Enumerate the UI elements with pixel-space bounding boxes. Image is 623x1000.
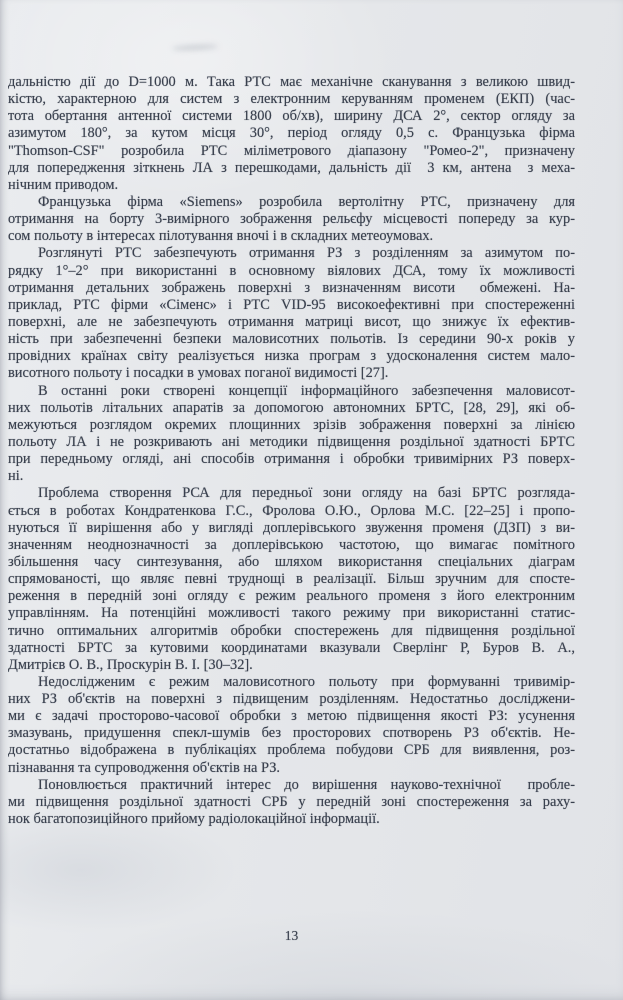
text-line: сом польоту в інтересах пілотування вночі і в складних метеоумовах.	[8, 228, 434, 245]
text-line: збільшення часу синтезування, або шляхом використання спеціальних діаграм	[8, 553, 575, 570]
text-line: ні.	[8, 468, 24, 485]
text-line: здатності БРТС за кутовими координатами вказували Сверлінг Р, Буров В. А.,	[8, 639, 575, 656]
text-line: Розглянуті РТС забезпечують отримання РЗ з розділенням за азимутом по-	[38, 245, 575, 262]
text-line: тично оптимальних алгоритмів обробки спостережень для підвищення роздільної	[8, 622, 575, 639]
text-line: кістю, характерною для систем з електронним керуванням променем (ЕКП) (час-	[8, 91, 575, 108]
text-line: Французька фірма «Siemens» розробила вертолітну РТС, призначену для	[38, 193, 575, 210]
text-line: спрямованості, що являє певні труднощі в реалізації. Більш зручним для спосте-	[8, 571, 575, 588]
text-line: реження в передній зоні огляду є режим реального променя з його електронним	[8, 588, 575, 605]
text-line: рядку 1°–2° при використанні в основному віялових ДСА, тому їх можливості	[8, 262, 575, 279]
text-line: достатньо відображена в публікаціях проблема побудови СРБ для виявлення, роз-	[8, 742, 575, 759]
text-block	[8, 74, 575, 828]
text-line: межуються розглядом окремих площинних зрізів зображення поверхні за лінією	[8, 416, 575, 433]
text-line: значенням неоднозначності за доплерівською частотою, що вимагає помітного	[8, 536, 575, 553]
text-line: висотного польоту і посадки в умовах поганої видимості [27].	[8, 365, 389, 382]
text-line: нок багатопозиційного прийому радіолокаційної інформації.	[8, 811, 380, 828]
text-line: Недослідженим є режим маловисотного польоту при формуванні тривимір-	[38, 673, 575, 690]
text-line: приклад, РТС фірми «Сіменс» і РТС VID-95 високоефективні при спостереженні	[8, 296, 575, 313]
text-line: ється в роботах Кондратенкова Г.С., Фролова О.Ю., Орлова М.С. [22–25] і пропо-	[8, 502, 575, 519]
text-line: при передньому огляді, ані способів отримання і обробки тривимірних РЗ поверх-	[8, 451, 575, 468]
text-line: Поновлюється практичний інтерес до вирішення науково-технічної пробле-	[38, 776, 575, 793]
text-line: польоту ЛА і не розкривають ані методики підвищення роздільної здатності БРТС	[8, 433, 575, 450]
text-line: нуються її вирішення або у вигляді доплерівського звуження променя (ДЗП) з ви-	[8, 519, 575, 536]
text-line: отримання на борту 3-вимірного зображення рельєфу місцевості попереду за кур-	[8, 211, 575, 228]
text-line: В останні роки створені концепції інформаційного забезпечення маловисот-	[38, 382, 575, 399]
text-line: отримання детальних зображень поверхні з визначенням висоти обмежені. На-	[8, 279, 575, 296]
text-line: змазувань, придушення спекл-шумів без просторових спотворень РЗ об'єктів. Не-	[8, 725, 575, 742]
text-line: ність при забезпеченні безпеки маловисотних польотів. Із середини 90-х років у	[8, 331, 575, 348]
text-line: пізнавання та супроводження об'єктів на РЗ.	[8, 759, 281, 776]
text-line: ми підвищення роздільної здатності СРБ у передній зоні спостереження за раху-	[8, 793, 575, 810]
text-line: нічним приводом.	[8, 176, 119, 193]
text-line: азимутом 180°, за кутом місця 30°, період огляду 0,5 с. Французька фірма	[8, 125, 575, 142]
text-line: ми є задачі просторово-часової обробки з метою підвищення якості РЗ: усунення	[8, 708, 575, 725]
scan-smudge	[172, 44, 218, 51]
text-line: "Thomson-CSF" розробила РТС міліметрового діапазону "Ромео-2", призначену	[8, 142, 575, 159]
page-number: 13	[284, 928, 299, 943]
text-line: провідних країнах світу реалізується низка програм з удосконалення систем мало-	[8, 348, 575, 365]
text-line: для попередження зіткнень ЛА з перешкодами, дальність дії 3 км, антена з меха-	[8, 159, 575, 176]
text-line: Дмитрієв О. В., Проскурін В. І. [30–32].	[8, 656, 253, 673]
text-line: поверхні, але не забезпечують отримання матриці висот, що знижує їх ефектив-	[8, 313, 575, 330]
text-line: них польотів літальних апаратів за допомогою автономних БРТС, [28, 29], які об-	[8, 399, 575, 416]
text-line: тота обертання антенної системи 1800 об/хв), ширину ДСА 2°, сектор огляду за	[8, 108, 575, 125]
text-line: них РЗ об'єктів на поверхні з підвищеним розділенням. Недостатньо досліджени-	[8, 691, 575, 708]
text-line: управлінням. На потенційні можливості такого режиму при використанні статис-	[8, 605, 575, 622]
text-line: дальністю дії до D=1000 м. Така РТС має механічне сканування з великою швид-	[8, 74, 575, 90]
text-line: Проблема створення РСА для передньої зони огляду на базі БРТС розгляда-	[38, 485, 575, 502]
